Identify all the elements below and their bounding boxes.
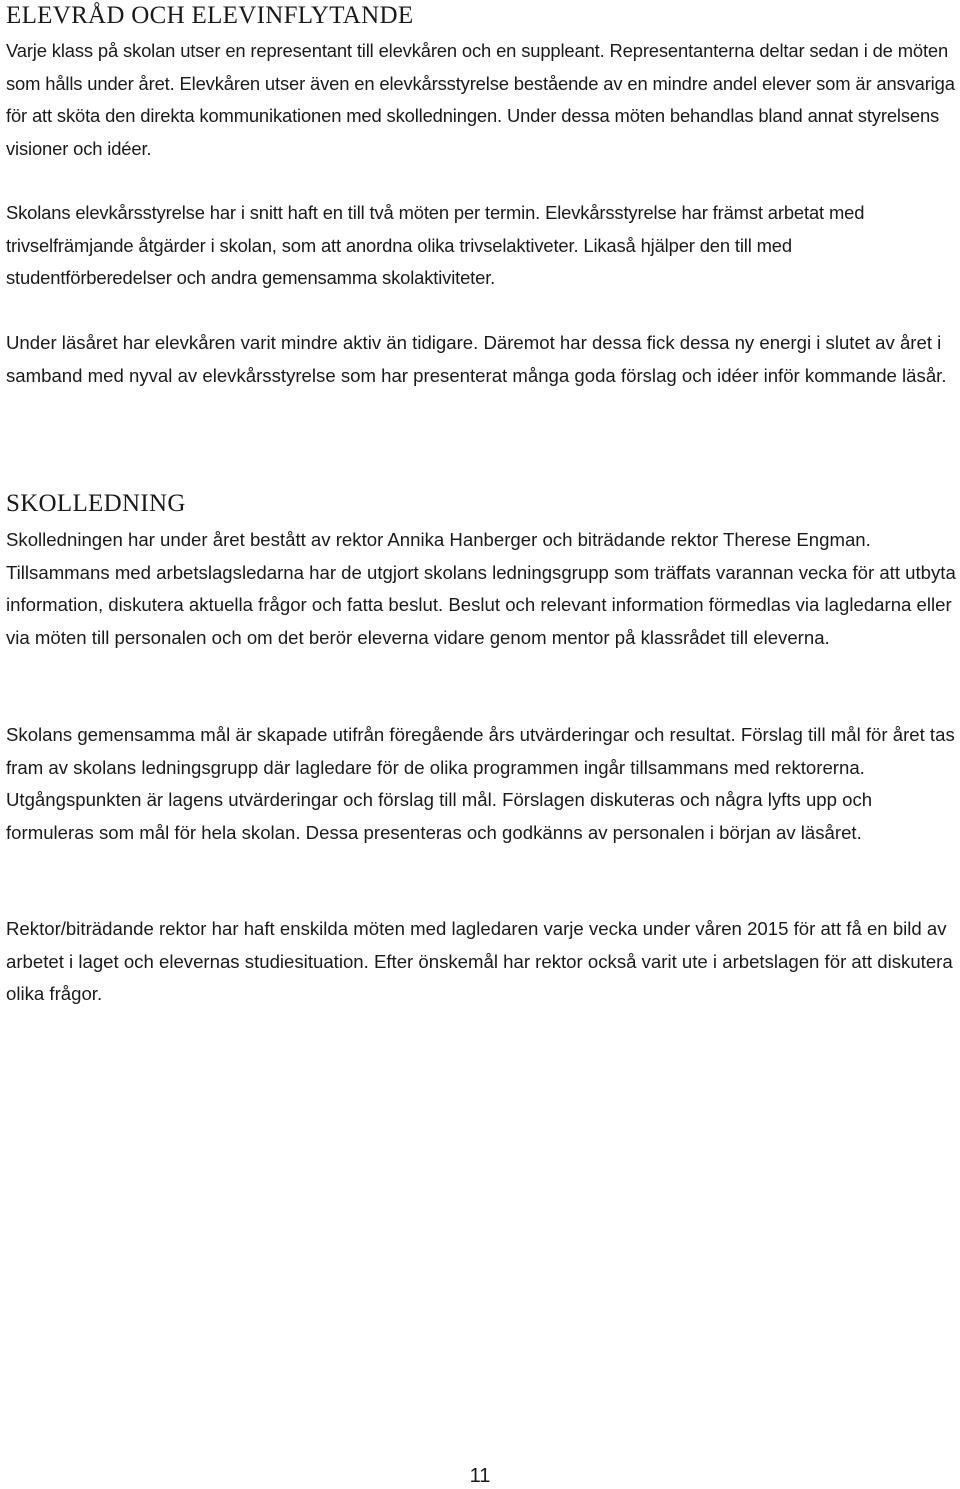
page-number: 11: [469, 1465, 491, 1487]
paragraph-skolledning-intro: Skolledningen har under året bestått av rektor Annika Hanberger och biträdande rektor Therese Engman. Tillsammans med arbetslagsledarna har de utgjort skolans ledningsgrupp som träffats varannan vecka för att utbyta information, diskutera aktuella frågor och fatta beslut. Beslut och relevant information förmedlas via lagledarna eller via möten till personalen och om det berör eleverna vidare genom mentor på klassrådet till eleverna.: [6, 529, 956, 648]
paragraph-elevrad-intro: Varje klass på skolan utser en representant till elevkåren och en suppleant. Representanterna deltar sedan i de möten som hålls under året. Elevkåren utser även en elevkårsstyrelse bestående av en mindre andel elever som är ansvariga för att sköta den direkta kommunikationen med skolledningen. Under dessa möten behandlas bland annat styrelsens visioner och idéer.: [6, 40, 955, 159]
paragraph-gemensamma-mal: Skolans gemensamma mål är skapade utifrån föregående års utvärderingar och resultat. Förslag till mål för året tas fram av skolans ledningsgrupp där lagledare för de olika programmen ingår tillsammans med rektorerna. Utgångspunkten är lagens utvärderingar och förslag till mål. Förslagen diskuteras och några lyfts upp och formuleras som mål för hela skolan. Dessa presenteras och godkänns av personalen i början av läsåret.: [6, 724, 955, 843]
section-heading-elevrad: ELEVRÅD OCH ELEVINFLYTANDE: [6, 2, 414, 29]
paragraph-elevkar-activity: Under läsåret har elevkåren varit mindre aktiv än tidigare. Däremot har dessa fick dessa ny energi i slutet av året i samband med nyval av elevkårsstyrelse som har presenterat många goda förslag och idéer inför kommande läsår.: [6, 332, 947, 386]
paragraph-rektor-moten: Rektor/biträdande rektor har haft enskilda möten med lagledaren varje vecka under våren 2015 för att få en bild av arbetet i laget och elevernas studiesituation. Efter önskemål har rektor också varit ute i arbetslagen för att diskutera olika frågor.: [6, 918, 953, 1004]
section-heading-skolledning: SKOLLEDNING: [6, 490, 186, 517]
paragraph-elevkarsstyrelse: Skolans elevkårsstyrelse har i snitt haft en till två möten per termin. Elevkårsstyrelse har främst arbetat med trivselfrämjande åtgärder i skolan, som att anordna olika trivselaktiveter. Likaså hjälper den till med studentförberedelser och andra gemensamma skolaktiviteter.: [6, 202, 865, 288]
